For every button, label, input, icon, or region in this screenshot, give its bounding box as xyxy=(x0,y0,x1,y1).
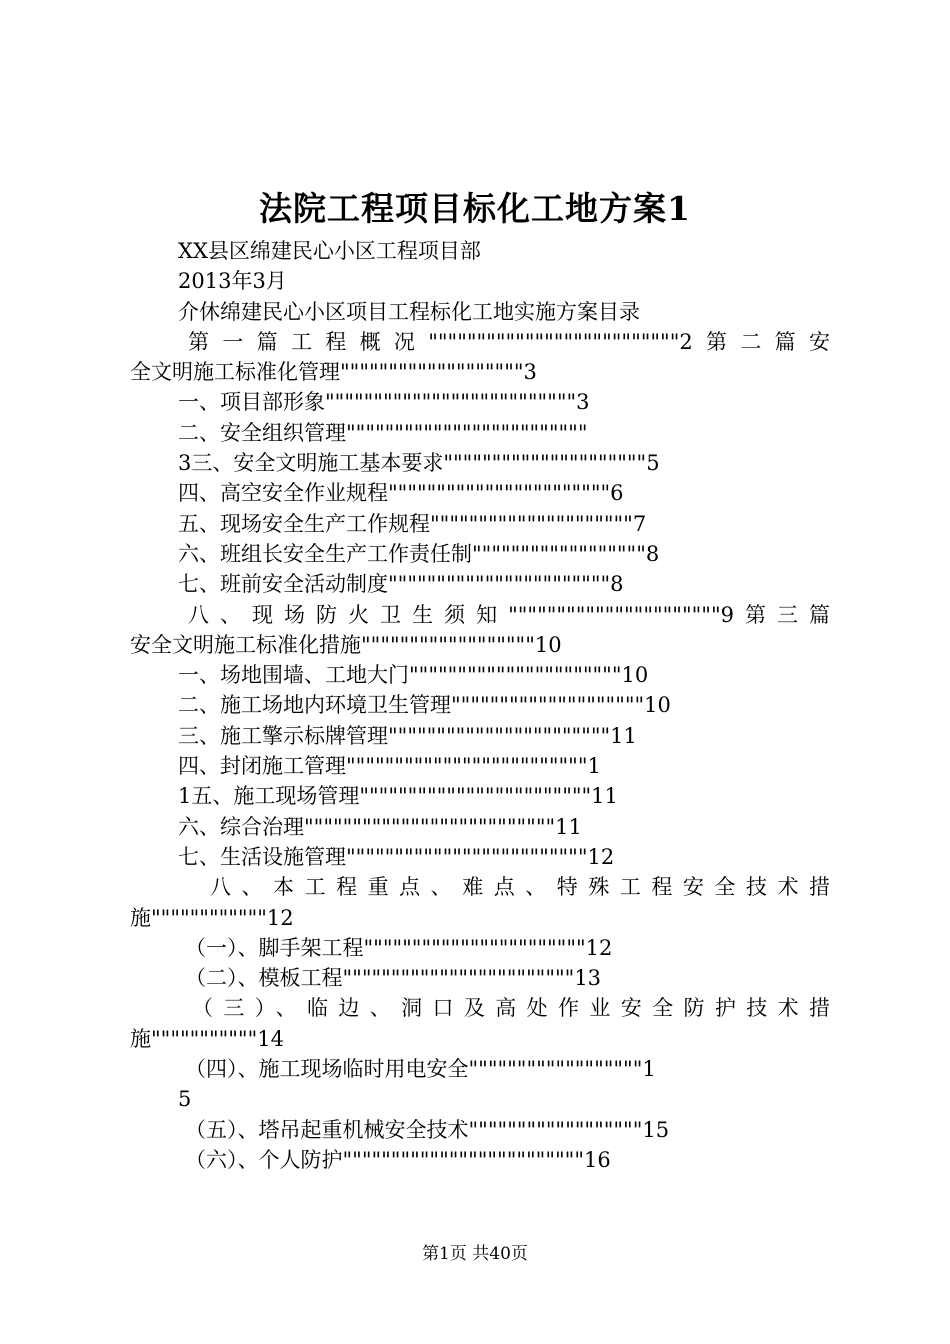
toc-line: 七、班前安全活动制度"""""""""""""""""""""""8 xyxy=(178,572,624,597)
page-title: 法院工程项目标化工地方案1 xyxy=(259,189,691,228)
toc-line: 第一篇工程概况""""""""""""""""""""""""""2第二篇安 xyxy=(188,329,830,354)
toc-line: 3三、安全文明施工基本要求"""""""""""""""""""""5 xyxy=(178,451,660,476)
toc-line: （四）、施工现场临时用电安全""""""""""""""""""1 xyxy=(185,1057,656,1082)
toc-line: 八、现场防火卫生须知""""""""""""""""""""""9第三篇 xyxy=(188,602,830,627)
toc-line: 四、高空安全作业规程"""""""""""""""""""""""6 xyxy=(178,481,624,506)
toc-line: 一、项目部形象""""""""""""""""""""""""""3 xyxy=(178,390,590,415)
toc-line: 六、综合治理""""""""""""""""""""""""""11 xyxy=(178,814,582,839)
text-line: 2013年3月 xyxy=(178,269,287,294)
toc-line: （一）、脚手架工程"""""""""""""""""""""""12 xyxy=(185,935,613,960)
toc-line: （五）、塔吊起重机械安全技术""""""""""""""""""15 xyxy=(185,1117,670,1142)
toc-line: （六）、个人防护"""""""""""""""""""""""""16 xyxy=(185,1147,611,1172)
toc-line: 二、施工场地内环境卫生管理""""""""""""""""""""10 xyxy=(178,693,671,718)
toc-line: 全文明施工标准化管理"""""""""""""""""""3 xyxy=(130,360,537,385)
toc-line: 施""""""""""""12 xyxy=(130,905,294,930)
toc-line: 安全文明施工标准化措施""""""""""""""""""10 xyxy=(130,632,562,657)
document-body xyxy=(130,236,830,1175)
toc-line: 八、本工程重点、难点、特殊工程安全技术措 xyxy=(210,875,830,900)
toc-line: 施"""""""""""14 xyxy=(130,1026,284,1051)
toc-line: 五、现场安全生产工作规程"""""""""""""""""""""7 xyxy=(178,511,647,536)
toc-line: （二）、模板工程""""""""""""""""""""""""13 xyxy=(185,966,602,991)
page-number: 第1页 共40页 xyxy=(422,1244,528,1264)
text-line: 介休绵建民心小区项目工程标化工地实施方案目录 xyxy=(178,299,640,324)
toc-line: 1五、施工现场管理""""""""""""""""""""""""11 xyxy=(178,784,618,809)
toc-line: 5 xyxy=(178,1087,192,1112)
toc-line: 三、施工擎示标牌管理"""""""""""""""""""""""11 xyxy=(178,723,637,748)
toc-line: 六、班组长安全生产工作责任制""""""""""""""""""8 xyxy=(178,541,660,566)
toc-line: 七、生活设施管理"""""""""""""""""""""""""12 xyxy=(178,844,615,869)
toc-line: 四、封闭施工管理"""""""""""""""""""""""""1 xyxy=(178,754,601,779)
toc-line: （三）、临边、洞口及高处作业安全防护技术措 xyxy=(192,996,830,1021)
toc-line: 一、场地围墙、工地大门""""""""""""""""""""""10 xyxy=(178,663,649,688)
toc-line: 二、安全组织管理""""""""""""""""""""""""" xyxy=(178,420,588,445)
text-line: XX县区绵建民心小区工程项目部 xyxy=(178,239,481,263)
